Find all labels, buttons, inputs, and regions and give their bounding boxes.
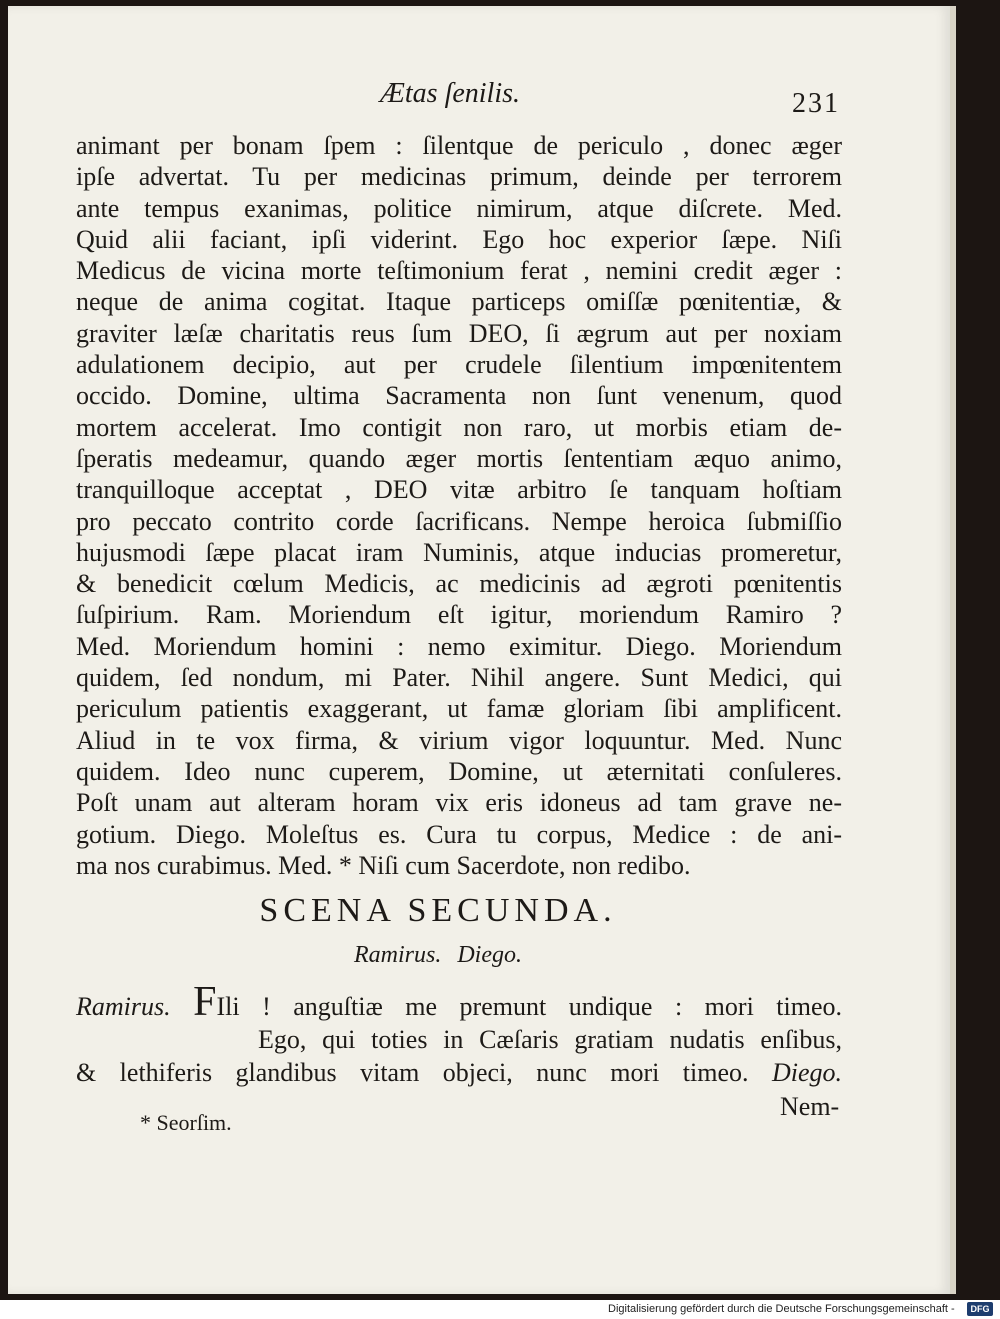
speech-text: Ili ! anguſtiæ me premunt undique : mori timeo. [216,992,842,1021]
body-line: gotium. Diego. Moleſtus es. Cura tu corpus, Medice : de ani- [76,819,842,849]
speech-line [76,1056,842,1089]
body-line: & benedicit cœlum Medicis, ac medicinis ad ægroti pœnitentis [76,569,842,599]
body-line: neque de anima cogitat. Itaque particeps omiſſæ pœnitentiæ, & [76,287,842,317]
speech-text: & lethiferis glandibus vitam objeci, nunc mori timeo. [76,1058,749,1087]
body-line: ſperatis medeamur, quando æger mortis ſententiam æquo animo, [76,443,842,473]
body-line: Poſt unam aut alteram horam vix eris idoneus ad tam grave ne- [76,788,842,818]
catchword: Nem- [780,1092,840,1121]
body-line: Aliud in te vox firma, & virium vigor loquuntur. Med. Nunc [76,725,842,755]
speech-block [76,979,842,1089]
body-line: quidem, ſed nondum, mi Pater. Nihil angere. Sunt Medici, qui [76,663,842,693]
body-line: ante tempus exanimas, politice nimirum, atque diſcrete. Med. [76,193,842,223]
speaker-name: Ramirus. [76,992,171,1021]
scene-persons: Ramirus. Diego. [354,942,522,968]
scene-title: SCENA SECUNDA. [259,892,617,929]
body-line: ma nos curabimus. Med. * Niſi cum Sacerdote, non redibo. [76,850,691,880]
speech-line: Ego, qui toties in Cæſaris gratiam nudatis enſibus, [258,1025,842,1054]
body-line: occido. Domine, ultima Sacramenta non ſunt venenum, quod [76,381,842,411]
body-line: quidem. Ideo nunc cuperem, Domine, ut æternitati conſuleres. [76,756,842,786]
page-number: 231 [792,88,840,119]
digitization-credit: Digitalisierung gefördert durch die Deutsche Forschungsgemeinschaft - [608,1303,955,1315]
body-line: ſuſpirium. Ram. Moriendum eſt igitur, moriendum Ramiro ? [76,600,842,630]
body-line: Medicus de vicina morte teſtimonium ferat , nemini credit æger : [76,256,842,286]
body-line: graviter læſæ charitatis reus ſum DEO, ſi ægrum aut per noxiam [76,318,842,348]
speaker-name: Diego. [771,1058,842,1087]
book-page [8,6,950,1294]
body-line: periculum patientis exaggerant, ut famæ gloriam ſibi amplificent. [76,694,842,724]
body-text [76,130,842,881]
drop-capital: F [193,979,217,1025]
body-line: adulationem decipio, aut per crudele ſilentium impœnitentem [76,350,842,380]
body-line: mortem accelerat. Imo contigit non raro, ut morbis etiam de- [76,412,842,442]
running-title: Ætas ſenilis. [380,78,521,109]
body-line: pro peccato contrito corde ſacrificans. Nempe heroica ſubmiſſio [76,506,842,536]
body-line: Med. Moriendum homini : nemo eximitur. Diego. Moriendum [76,631,842,661]
dfg-logo: DFG [967,1302,993,1316]
body-line: tranquilloque acceptat , DEO vitæ arbitro ſe tanquam hoſtiam [76,475,842,505]
footnote: * Seorſim. [140,1110,232,1135]
speech-line [76,979,842,1025]
body-line: ipſe advertat. Tu per medicinas primum, deinde per terrorem [76,162,842,192]
body-line: hujusmodi ſæpe placat iram Numinis, atque inducias promeretur, [76,537,842,567]
page-header [8,78,950,118]
body-line: animant per bonam ſpem : ſilentque de periculo , donec æger [76,131,842,160]
body-line: Quid alii faciant, ipſi viderint. Ego hoc experior ſæpe. Niſi [76,224,842,254]
page-edge [950,6,956,1294]
